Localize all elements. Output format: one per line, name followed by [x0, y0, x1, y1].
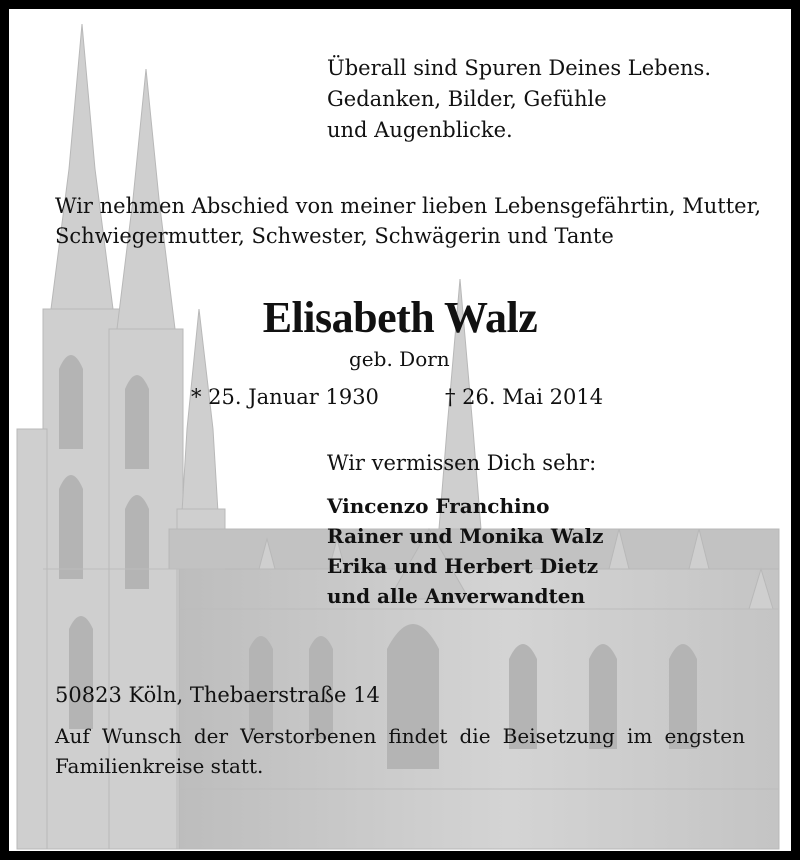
deceased-name: Elisabeth Walz [262, 293, 538, 342]
mourner: Erika und Herbert Dietz [327, 554, 599, 578]
intro-line: Schwiegermutter, Schwester, Schwägerin und Tante [55, 224, 614, 248]
address: 50823 Köln, Thebaerstraße 14 [55, 683, 380, 707]
farewell-intro [55, 191, 762, 251]
poem-line: Überall sind Spuren Deines Lebens. [327, 56, 711, 80]
intro-line: Wir nehmen Abschied von meiner lieben Lebensgefährtin, Mutter, [55, 194, 762, 218]
poem-line: Gedanken, Bilder, Gefühle [327, 87, 607, 111]
birth-name: geb. Dorn [349, 347, 450, 371]
poem-line: und Augenblicke. [327, 118, 513, 142]
death-date: † 26. Mai 2014 [445, 385, 604, 409]
mourner: und alle Anverwandten [327, 584, 586, 608]
mourner: Rainer und Monika Walz [327, 524, 604, 548]
mourner: Vincenzo Franchino [327, 494, 550, 518]
birth-date: * 25. Januar 1930 [191, 385, 379, 409]
memorial-poem [327, 53, 711, 146]
burial-remark: Auf Wunsch der Verstorbenen findet die Beisetzung im engsten Familienkreise statt. [55, 724, 745, 778]
mourners-list [327, 491, 603, 611]
closing-line: Wir vermissen Dich sehr: [327, 451, 597, 475]
